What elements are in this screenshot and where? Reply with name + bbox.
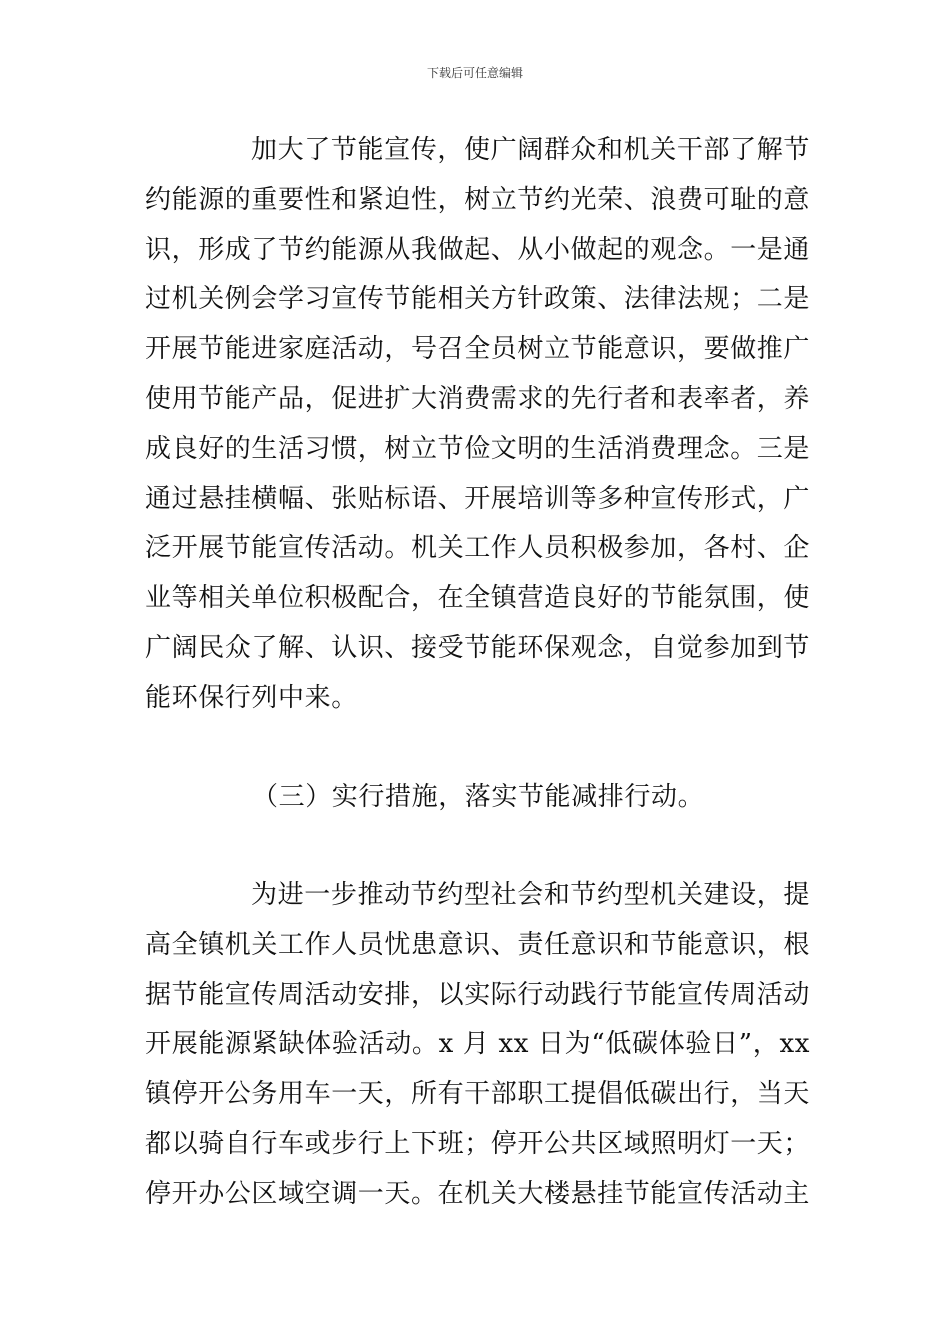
body-paragraph-publicity: 加大了节能宣传，使广阔群众和机关干部了解节约能源的重要性和紧迫性，树立节约光荣、浪费可耻的意识，形成了节约能源从我做起、从小做起的观念。一是通过机关例会学习宣传节能相关方针政策、法律法规；二是开展节能进家庭活动，号召全员树立节能意识，要做推广使用节能产品，促进扩大消费需求的先行者和表率者，养成良好的生活习惯，树立节俭文明的生活消费理念。三是通过悬挂横幅、张贴标语、开展培训等多种宣传形式，广泛开展节能宣传活动。机关工作人员积极参加，各村、企业等相关单位积极配合，在全镇营造良好的节能氛围，使广阔民众了解、认识、接受节能环保观念，自觉参加到节能环保行列中来。 [145, 135, 811, 713]
page-header: 下载后可任意编辑 [426, 66, 523, 80]
section-heading: （三）实行措施，落实节能减排行动。 [252, 782, 705, 812]
body-paragraph-measures: 为进一步推动节约型社会和节约型机关建设，提高全镇机关工作人员忧患意识、责任意识和节能意识，根据节能宣传周活动安排，以实际行动践行节能宣传周活动开展能源紧缺体验活动。x 月 xx 日为“低碳体验日”，xx 镇停开公务用车一天，所有干部职工提倡低碳出行，当天都以骑自行车或步行上下班；停开公共区域照明灯一天；停开办公区域空调一天。在机关大楼悬挂节能宣传活动主 [145, 880, 811, 1209]
